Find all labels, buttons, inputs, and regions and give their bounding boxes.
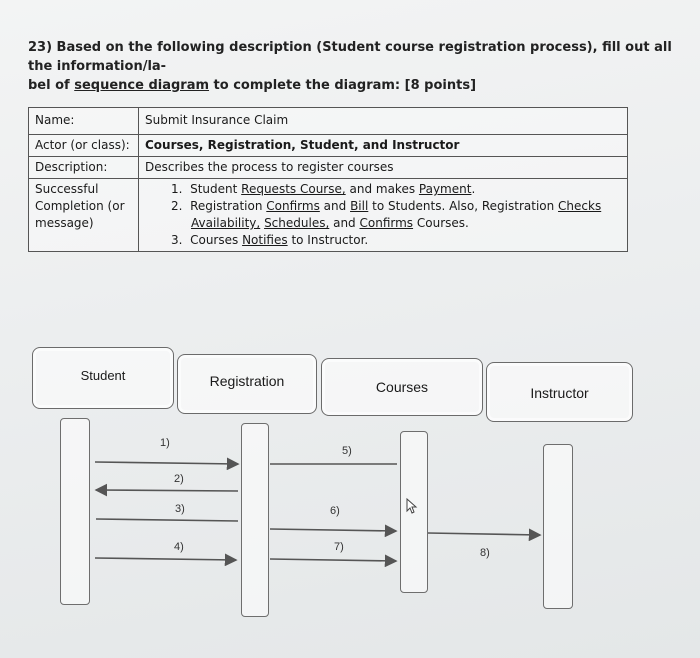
arrow-3 (96, 519, 238, 521)
message-label-3: 3) (175, 503, 185, 515)
step-text: and (319, 199, 351, 213)
question-line-2-start: bel of (28, 78, 75, 93)
step-text: . (471, 182, 476, 196)
question-line-1: 23) Based on the following description (Student course registration process), fill out all the information/la- (28, 40, 672, 74)
completion-label: Successful Completion (or message) (29, 179, 139, 252)
step-underlined: Schedules, (264, 216, 330, 230)
step-text: Student (190, 182, 242, 196)
arrow-8 (428, 533, 540, 535)
step-text: to Students. Also, Registration (368, 199, 559, 213)
name-value: Submit Insurance Claim (139, 108, 628, 135)
arrow-1 (95, 462, 238, 464)
step-num: 2. (171, 199, 183, 213)
step-underlined: Checks (558, 199, 602, 213)
step-underlined: Availability, (191, 216, 261, 230)
message-label-2: 2) (174, 473, 184, 485)
sequence-diagram-term: sequence diagram (74, 78, 210, 93)
question-line-2-end: to complete the diagram: [8 points] (209, 78, 477, 93)
step-underlined: Requests Course, (241, 182, 346, 196)
step-underlined: Bill (350, 199, 369, 213)
step-text: Courses (190, 233, 243, 247)
message-label-1: 1) (160, 437, 170, 449)
actor-label-courses: Courses (375, 379, 429, 395)
arrow-7 (270, 559, 396, 561)
step-text: Registration (190, 199, 267, 213)
actor-value: Courses, Registration, Student, and Instructor (139, 135, 628, 157)
arrow-6 (270, 529, 396, 531)
step-num: 3. (171, 233, 183, 247)
actor-label-student: Student (80, 368, 126, 383)
actor-label: Actor (or class): (29, 135, 139, 157)
message-label-8: 8) (480, 547, 490, 559)
step-text: and makes (345, 182, 419, 196)
step-text: to Instructor. (287, 233, 369, 247)
step-underlined: Confirms (359, 216, 414, 230)
step-underlined: Payment (418, 182, 472, 196)
arrow-2 (96, 490, 238, 491)
step-text: and (329, 216, 360, 230)
step-text: Courses. (413, 216, 469, 230)
cursor-icon (407, 499, 416, 513)
name-label: Name: (29, 108, 139, 135)
actor-label-instructor: Instructor (530, 385, 589, 401)
actor-label-registration: Registration (209, 373, 285, 389)
step-num: 1. (171, 182, 183, 196)
step-underlined: Confirms (266, 199, 320, 213)
description-value: Describes the process to register courses (139, 157, 628, 179)
step-underlined: Notifies (242, 233, 288, 247)
arrow-4 (95, 558, 236, 560)
message-label-4: 4) (174, 541, 184, 553)
message-label-6: 6) (330, 505, 340, 517)
message-label-7: 7) (334, 541, 344, 553)
description-label: Description: (29, 157, 139, 179)
message-label-5: 5) (342, 445, 352, 457)
